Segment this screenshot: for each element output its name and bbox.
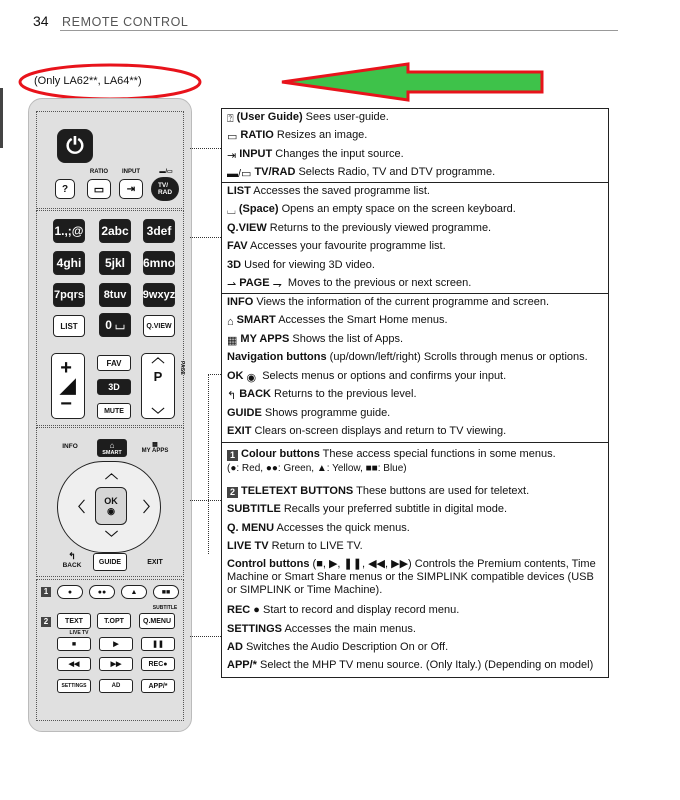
exit-label: EXIT bbox=[147, 559, 163, 566]
desc-colour-buttons: 1 Colour buttons These access special functions in some menus. bbox=[227, 448, 604, 461]
apps-grid-icon: ▦ bbox=[227, 335, 238, 347]
desc-control-buttons: Control buttons (■, ▶, ❚❚, ◀◀, ▶▶) Controls the Premium contents, Time Machine or Smart Share menus or the SIMPLINK compatible devices (USB or SIMPLINK or Time Machine). bbox=[227, 558, 596, 596]
list-button[interactable]: LIST bbox=[53, 315, 85, 337]
desc-fav: FAV Accesses your favourite programme list. bbox=[227, 240, 446, 252]
desc-input: ⇥ INPUT Changes the input source. bbox=[227, 148, 404, 162]
desc-my-apps: ▦ MY APPS Shows the list of Apps. bbox=[227, 333, 404, 347]
leader-line-2 bbox=[190, 237, 221, 238]
qview-button[interactable]: Q.VIEW bbox=[143, 315, 175, 337]
desc-rec: REC ● Start to record and display record menu. bbox=[227, 604, 460, 616]
desc-livetv: LIVE TV Return to LIVE TV. bbox=[227, 540, 363, 552]
desc-list: LIST Accesses the saved programme list. bbox=[227, 185, 430, 197]
nav-up-icon[interactable]: ︿ bbox=[105, 466, 119, 481]
badge-2: 2 bbox=[227, 487, 238, 498]
leader-line-1 bbox=[190, 148, 221, 149]
tv-radio-icon: ▬/▭ bbox=[227, 168, 252, 180]
3d-button[interactable]: 3D bbox=[97, 379, 131, 395]
remote-control-illustration bbox=[28, 98, 192, 732]
stop-button[interactable]: ■ bbox=[57, 637, 91, 651]
space-icon: ⌴ bbox=[227, 205, 236, 217]
desc-qview: Q.VIEW Returns to the previously viewed programme. bbox=[227, 222, 492, 234]
user-guide-button[interactable]: ? bbox=[55, 179, 75, 199]
ok-dot-icon: ◉ bbox=[107, 505, 115, 516]
page-side-label: PAGE bbox=[179, 361, 185, 375]
ad-button[interactable]: AD bbox=[99, 679, 133, 693]
mute-button[interactable]: MUTE bbox=[97, 403, 131, 419]
fav-button[interactable]: FAV bbox=[97, 355, 131, 371]
input-button[interactable]: ⇥ bbox=[119, 179, 143, 199]
text-button[interactable]: TEXT bbox=[57, 613, 91, 629]
rewind-button[interactable]: ◀◀ bbox=[57, 657, 91, 671]
key-6[interactable]: 6mno bbox=[143, 251, 175, 275]
desc-ratio: ▭ RATIO Resizes an image. bbox=[227, 129, 368, 143]
topt-button[interactable]: T.OPT bbox=[97, 613, 131, 629]
settings-button[interactable]: SETTINGS bbox=[57, 679, 91, 693]
desc-teletext: 2 TELETEXT BUTTONS These buttons are used for teletext. bbox=[227, 485, 604, 498]
apps-grid-icon: ▦ bbox=[152, 442, 158, 448]
leader-line-3a bbox=[208, 374, 221, 375]
page-icon: ⇀ bbox=[227, 279, 237, 291]
side-tab-marker bbox=[0, 88, 3, 148]
ratio-icon: ▭ bbox=[227, 131, 238, 143]
leader-line-4 bbox=[190, 636, 221, 637]
key-4[interactable]: 4ghi bbox=[53, 251, 85, 275]
zero-label: 0 bbox=[105, 318, 112, 332]
home-icon: ⌂ bbox=[227, 316, 234, 328]
desc-info: INFO Views the information of the current programme and screen. bbox=[227, 296, 550, 308]
key-9[interactable]: 9wxyz bbox=[143, 283, 175, 307]
smart-button[interactable]: ⌂ SMART bbox=[97, 439, 127, 457]
nav-right-icon[interactable]: 〉 bbox=[143, 499, 157, 515]
desc-tv-rad: ▬/▭ TV/RAD Selects Radio, TV and DTV programme. bbox=[227, 166, 496, 180]
power-button[interactable]: ⏻ bbox=[57, 129, 93, 163]
desc-app: APP/* Select the MHP TV menu source. (Only Italy.) (Depending on model) bbox=[227, 659, 594, 671]
pause-button[interactable]: ❚❚ bbox=[141, 637, 175, 651]
desc-smart: ⌂ SMART Accesses the Smart Home menus. bbox=[227, 314, 448, 328]
desc-user-guide: ⍰ (User Guide) Sees user-guide. bbox=[227, 111, 389, 125]
badge-1: 1 bbox=[41, 587, 51, 597]
badge-2: 2 bbox=[41, 617, 51, 627]
pointer-arrow-icon bbox=[282, 64, 542, 100]
desc-page: ⇀ PAGE ⇁ Moves to the previous or next screen. bbox=[227, 277, 472, 291]
green-button[interactable]: ●● bbox=[89, 585, 115, 599]
desc-back: ↰ BACK Returns to the previous level. bbox=[227, 388, 417, 402]
zero-space-button[interactable] bbox=[99, 313, 131, 337]
header-rule bbox=[60, 30, 618, 31]
desc-ok: OK ◉ Selects menus or options and confirms your input. bbox=[227, 370, 507, 384]
tv-radio-icon: ▬/▭ bbox=[159, 169, 173, 175]
nav-down-icon[interactable]: ﹀ bbox=[105, 530, 119, 545]
desc-colour-legend: (●: Red, ●●: Green, ▲: Yellow, ■■: Blue) bbox=[227, 463, 407, 474]
back-arrow-icon: ↰ bbox=[227, 390, 237, 402]
desc-space: ⌴ (Space) Opens an empty space on the screen keyboard. bbox=[227, 203, 516, 217]
desc-guide: GUIDE Shows programme guide. bbox=[227, 407, 391, 419]
description-section-3 bbox=[221, 293, 609, 443]
leader-vertical-3 bbox=[208, 374, 209, 554]
home-icon: ⌂ bbox=[109, 440, 115, 450]
leader-line-3b bbox=[190, 500, 221, 501]
input-label: INPUT bbox=[122, 169, 140, 175]
key-8[interactable]: 8tuv bbox=[99, 283, 131, 307]
desc-subtitle: SUBTITLE Recalls your preferred subtitle in digital mode. bbox=[227, 503, 508, 515]
page-number: 34 bbox=[33, 13, 49, 29]
qmenu-button[interactable]: Q.MENU bbox=[139, 613, 175, 629]
key-1[interactable]: 1.,;@ bbox=[53, 219, 85, 243]
key-7[interactable]: 7pqrs bbox=[53, 283, 85, 307]
play-button[interactable]: ▶ bbox=[99, 637, 133, 651]
channel-rocker[interactable]: ︿ P ﹀ bbox=[141, 353, 175, 419]
desc-ad: AD Switches the Audio Description On or Off. bbox=[227, 641, 449, 653]
livetv-label: LIVE TV bbox=[69, 630, 89, 636]
blue-button[interactable]: ■■ bbox=[153, 585, 179, 599]
desc-exit: EXIT Clears on-screen displays and return to TV viewing. bbox=[227, 425, 507, 437]
desc-navigation: Navigation buttons (up/down/left/right) Scrolls through menus or options. bbox=[227, 351, 588, 363]
page-icon-right: ⇁ bbox=[269, 279, 282, 291]
fast-forward-button[interactable]: ▶▶ bbox=[99, 657, 133, 671]
ratio-button[interactable]: ▭ bbox=[87, 179, 111, 199]
yellow-button[interactable]: ▲ bbox=[121, 585, 147, 599]
info-label: INFO bbox=[62, 443, 78, 450]
model-note: (Only LA62**, LA64**) bbox=[34, 75, 142, 87]
rec-button[interactable]: REC ● bbox=[141, 657, 175, 671]
question-icon: ⍰ bbox=[227, 113, 234, 125]
ratio-label: RATIO bbox=[89, 169, 109, 175]
description-section-1 bbox=[221, 108, 609, 183]
desc-3d: 3D Used for viewing 3D video. bbox=[227, 259, 375, 271]
input-icon: ⇥ bbox=[227, 150, 237, 162]
back-label: ↰ BACK bbox=[62, 551, 82, 569]
my-apps-label: ▦ MY APPS bbox=[141, 442, 169, 454]
key-2[interactable]: 2abc bbox=[99, 219, 131, 243]
description-section-2 bbox=[221, 182, 609, 294]
space-icon: ⌴ bbox=[111, 317, 125, 332]
key-3[interactable]: 3def bbox=[143, 219, 175, 243]
key-5[interactable]: 5jkl bbox=[99, 251, 131, 275]
badge-1: 1 bbox=[227, 450, 238, 461]
desc-qmenu: Q. MENU Accesses the quick menus. bbox=[227, 522, 410, 534]
ok-dot-icon: ◉ bbox=[243, 372, 257, 384]
tv-rad-button[interactable]: TV/ RAD bbox=[151, 177, 179, 201]
desc-settings: SETTINGS Accesses the main menus. bbox=[227, 623, 416, 635]
guide-button[interactable]: GUIDE bbox=[93, 553, 127, 571]
red-button[interactable]: ● bbox=[57, 585, 83, 599]
back-arrow-icon: ↰ bbox=[68, 551, 76, 561]
nav-left-icon[interactable]: 〈 bbox=[71, 499, 85, 515]
description-section-4 bbox=[221, 442, 609, 678]
ok-button[interactable]: OK ◉ bbox=[95, 487, 127, 525]
channel-p-label: P bbox=[153, 369, 163, 384]
volume-rocker[interactable]: + ◢ − bbox=[51, 353, 85, 419]
subtitle-label: SUBTITLE bbox=[152, 605, 178, 611]
app-button[interactable]: APP/* bbox=[141, 679, 175, 693]
section-title: REMOTE CONTROL bbox=[62, 15, 189, 29]
